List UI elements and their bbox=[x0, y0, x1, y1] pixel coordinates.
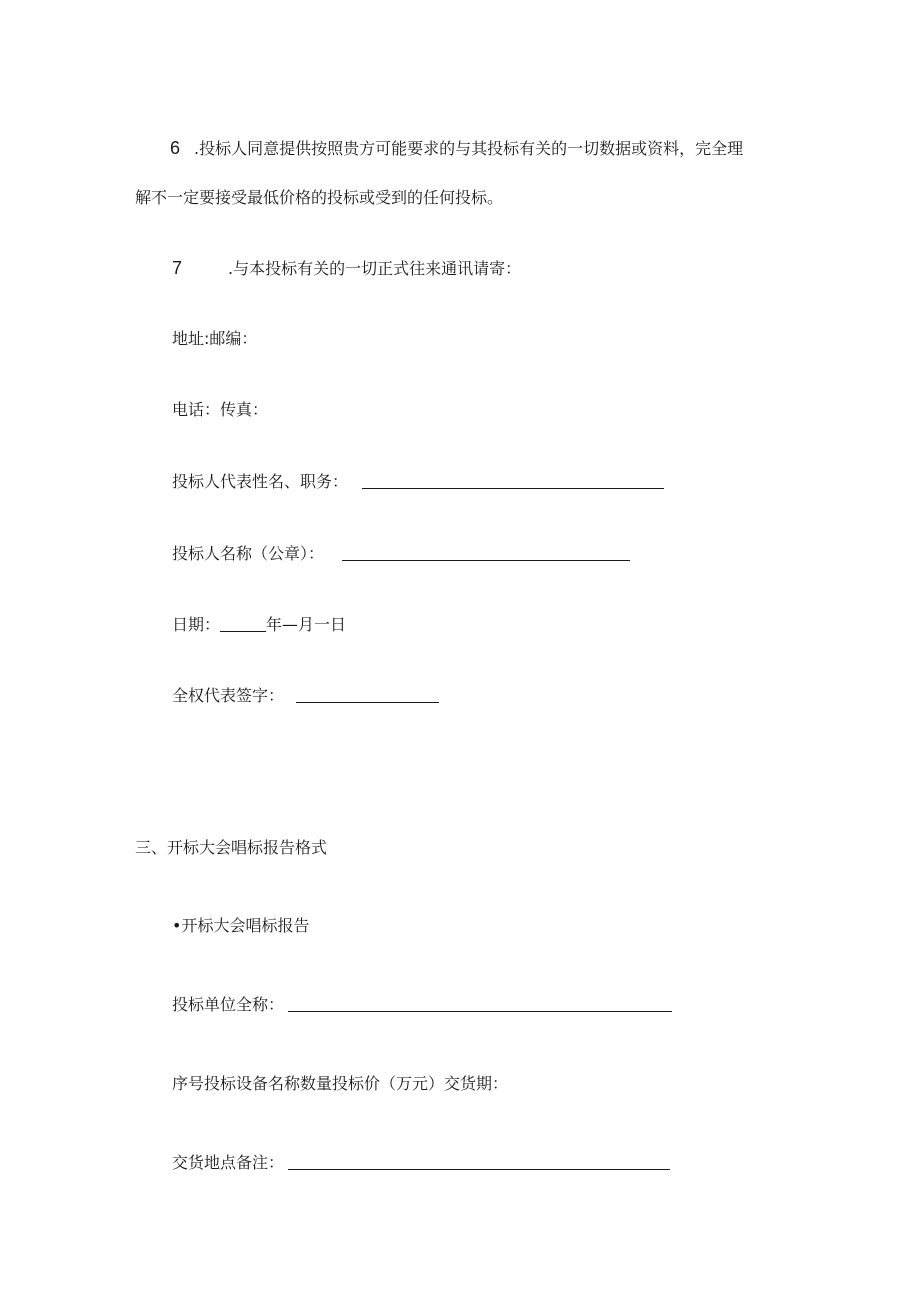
unit-field bbox=[172, 993, 672, 1017]
unit-label: 投标单位全称： bbox=[172, 995, 285, 1014]
date-label: 日期： bbox=[172, 615, 221, 634]
signature-label: 全权代表签字： bbox=[172, 686, 285, 705]
representative-field bbox=[172, 470, 664, 494]
item7-number: 7 bbox=[172, 258, 183, 278]
columns-line: 序号投标设备名称数量投标价（万元）交货期： bbox=[172, 1074, 509, 1093]
date-field bbox=[172, 613, 346, 637]
item6-text: .投标人同意提供按照贵方可能要求的与其投标有关的一切数据或资料，完全理 bbox=[194, 139, 744, 158]
bidder-name-blank[interactable] bbox=[342, 542, 630, 561]
location-blank[interactable] bbox=[288, 1151, 670, 1170]
bidder-name-label: 投标人名称（公章）： bbox=[172, 544, 325, 563]
location-field bbox=[172, 1151, 670, 1175]
bidder-name-field bbox=[172, 542, 630, 566]
signature-field bbox=[172, 684, 439, 708]
unit-blank[interactable] bbox=[288, 993, 672, 1012]
phone-label: 电话：传真： bbox=[172, 400, 269, 419]
representative-label: 投标人代表性名、职务： bbox=[172, 472, 349, 491]
item7-text: .与本投标有关的一切正式往来通讯请寄： bbox=[228, 259, 522, 278]
item6-number: 6 bbox=[170, 138, 181, 158]
address-label: 地址:邮编： bbox=[172, 329, 258, 348]
date-year-text: 年—月一日 bbox=[266, 615, 347, 634]
representative-blank[interactable] bbox=[362, 470, 664, 489]
location-label: 交货地点备注： bbox=[172, 1153, 285, 1172]
item7-line bbox=[172, 256, 521, 281]
section3-heading: 三、开标大会唱标报告格式 bbox=[135, 838, 328, 857]
signature-blank[interactable] bbox=[296, 684, 439, 703]
item6-line2: 解不一定要接受最低价格的投标或受到的任何投标。 bbox=[135, 188, 504, 207]
item6-line1 bbox=[170, 136, 743, 161]
date-year-blank[interactable] bbox=[220, 613, 266, 632]
section3-subheading: •开标大会唱标报告 bbox=[172, 916, 310, 935]
